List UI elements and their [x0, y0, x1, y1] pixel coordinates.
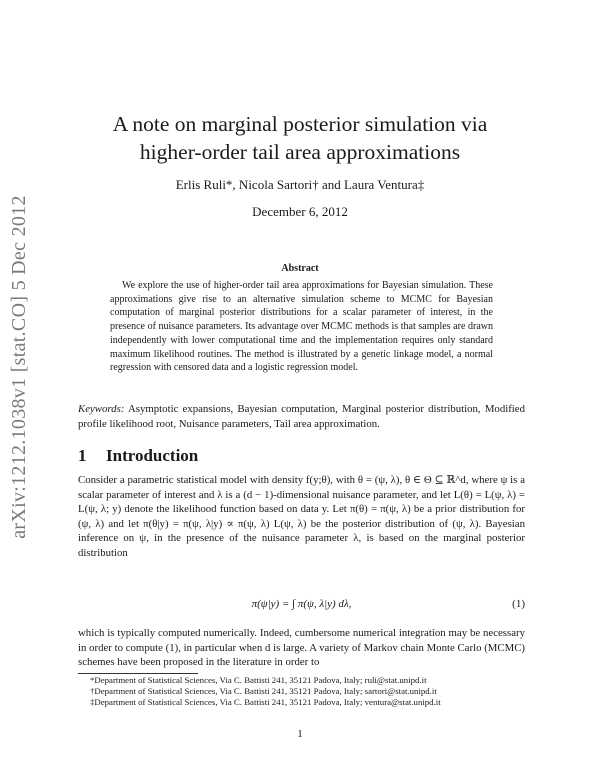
footnote-ruli: *Department of Statistical Sciences, Via C. Battisti 241, 35121 Padova, Italy; ruli@stat.unipd.it [90, 675, 427, 685]
intro-paragraph-2: which is typically computed numerically. Indeed, cumbersome numerical integration may be necessary in order to compute (1), in particular when d is large. A variety of Markov chain Monte Carlo (MCMC) schemes have been proposed in the literature in order to [78, 627, 525, 669]
abstract [110, 279, 493, 375]
paper-title [75, 110, 525, 166]
footnote-sartori: †Department of Statistical Sciences, Via C. Battisti 241, 35121 Padova, Italy; sartori@stat.unipd.it [90, 686, 437, 696]
footnote-rule [78, 673, 198, 674]
publication-date: December 6, 2012 [252, 204, 348, 219]
abstract-heading: Abstract [281, 263, 319, 274]
section-number: 1 [78, 446, 87, 465]
footnote-ventura: ‡Department of Statistical Sciences, Via C. Battisti 241, 35121 Padova, Italy; ventura@stat.unipd.it [90, 697, 441, 707]
equation-number: (1) [512, 598, 525, 610]
intro-paragraph-1: Consider a parametric statistical model with density f(y;θ), with θ = (ψ, λ), θ ∈ Θ ⊆ ℝ^d, where ψ is a scalar parameter of interest and λ is a (d − 1)-dimensional nuisance parameter, and let L(θ) = L(ψ, λ) = L(ψ, λ; y) denote the likelihood function based on data y. Let π(θ) = π(ψ, λ) be a prior distribution for (ψ, λ) and let π(θ|y) = π(ψ, λ|y) ∝ π(ψ, λ) L(ψ, λ) be the posterior distribution of (ψ, λ). Bayesian inference on ψ, in the presence of the nuisance parameter λ, is based on the marginal posterior distribution [78, 474, 525, 559]
page-number: 1 [297, 728, 303, 740]
arxiv-identifier: arXiv:1212.1038v1 [stat.CO] 5 Dec 2012 [8, 195, 30, 539]
section-heading [78, 446, 525, 466]
authors: Erlis Ruli*, Nicola Sartori† and Laura Ventura‡ [175, 177, 425, 192]
section-title: Introduction [106, 446, 199, 465]
footnotes [78, 675, 525, 708]
keywords [78, 402, 525, 432]
keywords-text: Asymptotic expansions, Bayesian computation, Marginal posterior distribution, Modified profile likelihood root, Nuisance parameters, Tail area approximation. [78, 403, 525, 430]
title-line-2: higher-order tail area approximations [139, 140, 461, 164]
title-line-1: A note on marginal posterior simulation via [112, 112, 488, 136]
keywords-label: Keywords: [78, 403, 125, 415]
abstract-text: We explore the use of higher-order tail area approximations for Bayesian simulation. These approximations give rise to an alternative simulation scheme to MCMC for Bayesian computation of marginal posterior distributions for a scalar parameter of interest, in the presence of nuisance parameters. Its advantage over MCMC methods is that samples are drawn independently with lower computational time and the implementation requires only standard maximum likelihood routines. The method is illustrated by a genetic linkage model, a normal regression with censored data and a logistic regression model. [110, 280, 493, 374]
equation-formula: π(ψ|y) = ∫ π(ψ, λ|y) dλ, [251, 598, 352, 610]
equation-1 [78, 598, 525, 620]
